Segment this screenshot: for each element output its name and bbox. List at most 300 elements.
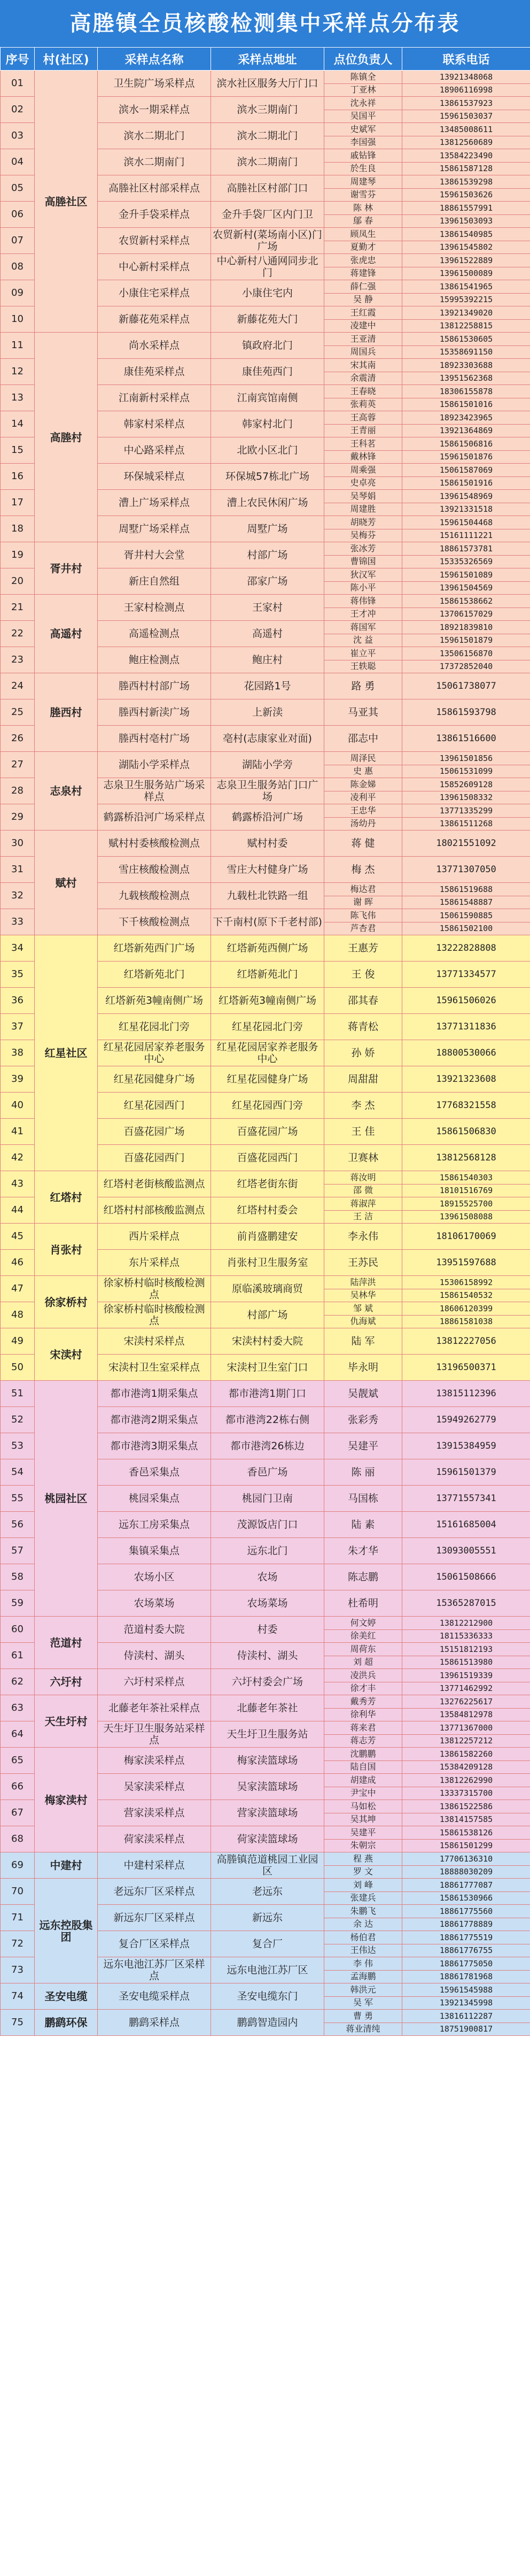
person-in-charge: 王 俊	[324, 962, 402, 988]
person-in-charge: 吴其坤	[324, 1813, 402, 1826]
row-number: 65	[1, 1748, 35, 1774]
phone-number: 15861530966	[402, 1891, 530, 1905]
site-name: 宋渎村卫生室采样点	[98, 1355, 211, 1381]
site-name: 康佳苑采样点	[98, 359, 211, 385]
person-in-charge: 毕永明	[324, 1355, 402, 1381]
phone-number: 15061587069	[402, 464, 530, 477]
table-row	[1, 1983, 530, 1997]
phone-number: 18021551092	[402, 831, 530, 857]
site-address: 吴家渎篮球场	[211, 1774, 324, 1800]
person-in-charge: 陆萍洪	[324, 1276, 402, 1289]
table-row	[1, 1171, 530, 1185]
row-number: 57	[1, 1538, 35, 1564]
site-name: 桃园采集点	[98, 1486, 211, 1512]
person-in-charge: 韩洪元	[324, 1983, 402, 1997]
site-address: 雪庄大村健身广场	[211, 857, 324, 883]
table-row	[1, 71, 530, 84]
row-number: 49	[1, 1328, 35, 1355]
phone-number: 15861506816	[402, 437, 530, 451]
phone-number: 15061508666	[402, 1564, 530, 1590]
phone-number: 13961548969	[402, 490, 530, 503]
phone-number: 15861513980	[402, 1656, 530, 1669]
site-name: 红星花园北门旁	[98, 1014, 211, 1040]
site-name: 侍渎村、湖头	[98, 1643, 211, 1669]
person-in-charge: 凌利平	[324, 791, 402, 804]
row-number: 32	[1, 883, 35, 909]
row-number: 42	[1, 1145, 35, 1171]
phone-number: 15365287015	[402, 1590, 530, 1617]
person-in-charge: 王伟达	[324, 1944, 402, 1957]
phone-number: 13861539298	[402, 175, 530, 189]
person-in-charge: 陈志鹏	[324, 1564, 402, 1590]
phone-number: 13951597688	[402, 1250, 530, 1276]
site-address: 红塔新苑北门	[211, 962, 324, 988]
site-name: 香邑采集点	[98, 1459, 211, 1486]
phone-number: 15306158992	[402, 1276, 530, 1289]
phone-number: 15961501089	[402, 568, 530, 582]
row-number: 23	[1, 647, 35, 673]
row-number: 03	[1, 123, 35, 149]
row-number: 51	[1, 1381, 35, 1407]
table-row	[1, 1748, 530, 1761]
site-name: 红星花园西门	[98, 1093, 211, 1119]
person-in-charge: 吴靓斌	[324, 1381, 402, 1407]
page-title: 高塍镇全员核酸检测集中采样点分布表	[0, 0, 530, 47]
person-in-charge: 陈金娣	[324, 778, 402, 791]
site-address: 复合厂	[211, 1931, 324, 1957]
phone-number: 18861775560	[402, 1905, 530, 1918]
table-row	[1, 1617, 530, 1630]
header-site-name: 采样点名称	[98, 48, 211, 71]
row-number: 21	[1, 595, 35, 621]
site-name: 小康住宅采样点	[98, 280, 211, 306]
person-in-charge: 马如松	[324, 1800, 402, 1813]
phone-number: 15961545988	[402, 1983, 530, 1997]
site-name: 下千核酸检测点	[98, 909, 211, 935]
phone-number: 15861519688	[402, 883, 530, 896]
community-name: 塍西村	[35, 673, 98, 752]
person-in-charge: 戴林锋	[324, 450, 402, 464]
site-name: 远东电池江苏厂区采样点	[98, 1957, 211, 1983]
site-name: 红塔新苑西门广场	[98, 935, 211, 962]
row-number: 44	[1, 1197, 35, 1224]
person-in-charge: 张彩秀	[324, 1407, 402, 1433]
person-in-charge: 罗 文	[324, 1865, 402, 1879]
site-address: 六圩村委会广场	[211, 1669, 324, 1695]
site-name: 范道村委大院	[98, 1617, 211, 1643]
row-number: 62	[1, 1669, 35, 1695]
row-number: 07	[1, 228, 35, 254]
person-in-charge: 狄汉军	[324, 568, 402, 582]
community-name: 赋村	[35, 831, 98, 935]
row-number: 45	[1, 1224, 35, 1250]
person-in-charge: 吴林华	[324, 1289, 402, 1302]
phone-number: 15384209128	[402, 1760, 530, 1774]
person-in-charge: 芦杏君	[324, 922, 402, 935]
phone-number: 13706157029	[402, 608, 530, 621]
site-address: 湖陆小学旁	[211, 752, 324, 778]
site-name: 红塔村老街核酸监测点	[98, 1171, 211, 1197]
site-name: 塍西村村部广场	[98, 673, 211, 699]
row-number: 18	[1, 516, 35, 542]
site-name: 百盛花园广场	[98, 1119, 211, 1145]
site-name: 集镇采集点	[98, 1538, 211, 1564]
phone-number: 13771307050	[402, 857, 530, 883]
site-name: 中心新村采样点	[98, 254, 211, 280]
phone-number: 18923303688	[402, 359, 530, 372]
site-name: 农贸新村采样点	[98, 228, 211, 254]
person-in-charge: 史斌军	[324, 123, 402, 136]
phone-number: 18800530066	[402, 1040, 530, 1066]
person-in-charge: 吴琴娟	[324, 490, 402, 503]
phone-number: 18861557991	[402, 202, 530, 215]
community-name: 肖张村	[35, 1224, 98, 1276]
community-name: 远东控股集团	[35, 1879, 98, 1983]
person-in-charge: 周甜甜	[324, 1066, 402, 1093]
phone-number: 13961519339	[402, 1669, 530, 1682]
header-row	[1, 48, 530, 71]
person-in-charge: 徐利华	[324, 1708, 402, 1721]
phone-number: 13961508088	[402, 1210, 530, 1224]
site-name: 韩家村采样点	[98, 411, 211, 437]
site-address: 小康住宅内	[211, 280, 324, 306]
person-in-charge: 周乘强	[324, 464, 402, 477]
table-row	[1, 831, 530, 857]
phone-number: 18861777087	[402, 1879, 530, 1892]
site-address: 环保城57栋北广场	[211, 464, 324, 490]
site-address: 镇政府北门	[211, 333, 324, 359]
person-in-charge: 何文婷	[324, 1617, 402, 1630]
site-address: 上新渎	[211, 699, 324, 726]
row-number: 06	[1, 202, 35, 228]
phone-number: 13222828808	[402, 935, 530, 962]
phone-number: 13861516600	[402, 726, 530, 752]
person-in-charge: 余震清	[324, 372, 402, 385]
site-address: 红星花园北门旁	[211, 1014, 324, 1040]
phone-number: 13812262990	[402, 1774, 530, 1787]
row-number: 22	[1, 621, 35, 647]
phone-number: 13915384959	[402, 1433, 530, 1459]
phone-number: 13506156870	[402, 647, 530, 660]
site-address: 赋村村委	[211, 831, 324, 857]
site-address: 滨水二期北门	[211, 123, 324, 149]
person-in-charge: 张建兵	[324, 1891, 402, 1905]
site-address: 滨水社区服务大厅门口	[211, 71, 324, 97]
person-in-charge: 陆 军	[324, 1328, 402, 1355]
row-number: 56	[1, 1512, 35, 1538]
person-in-charge: 吴建平	[324, 1826, 402, 1840]
row-number: 08	[1, 254, 35, 280]
phone-number: 13816112287	[402, 2010, 530, 2023]
table-row	[1, 1852, 530, 1866]
community-name: 高遥村	[35, 595, 98, 673]
site-name: 雪庄核酸检测点	[98, 857, 211, 883]
person-in-charge: 马国栋	[324, 1486, 402, 1512]
row-number: 25	[1, 699, 35, 726]
site-name: 漕上广场采样点	[98, 490, 211, 516]
row-number: 63	[1, 1695, 35, 1721]
site-name: 都市港湾1期采集点	[98, 1381, 211, 1407]
person-in-charge: 王苏民	[324, 1250, 402, 1276]
site-name: 营家渎采样点	[98, 1800, 211, 1826]
row-number: 31	[1, 857, 35, 883]
phone-number: 18915525700	[402, 1197, 530, 1211]
phone-number: 13771335299	[402, 804, 530, 818]
person-in-charge: 陆自国	[324, 1760, 402, 1774]
site-address: 老远东	[211, 1879, 324, 1905]
person-in-charge: 陈飞伟	[324, 909, 402, 922]
community-name: 中建村	[35, 1852, 98, 1879]
community-name: 范道村	[35, 1617, 98, 1669]
person-in-charge: 张冰芳	[324, 542, 402, 556]
site-name: 滨水二期南门	[98, 149, 211, 175]
person-in-charge: 胡建成	[324, 1774, 402, 1787]
phone-number: 13276225617	[402, 1695, 530, 1709]
site-address: 都市港湾26栋边	[211, 1433, 324, 1459]
site-address: 百盛花园西门	[211, 1145, 324, 1171]
phone-number: 13812227056	[402, 1328, 530, 1355]
row-number: 41	[1, 1119, 35, 1145]
phone-number: 13961508332	[402, 791, 530, 804]
site-address: 侍渎村、湖头	[211, 1643, 324, 1669]
person-in-charge: 王春晓	[324, 385, 402, 398]
site-address: 梅家渎篮球场	[211, 1748, 324, 1774]
row-number: 64	[1, 1721, 35, 1748]
row-number: 37	[1, 1014, 35, 1040]
phone-number: 18888030209	[402, 1865, 530, 1879]
person-in-charge: 蒋 健	[324, 831, 402, 857]
person-in-charge: 沈永祥	[324, 97, 402, 110]
site-name: 百盛花园西门	[98, 1145, 211, 1171]
site-address: 农场	[211, 1564, 324, 1590]
table-row	[1, 595, 530, 608]
phone-number: 13771367000	[402, 1721, 530, 1735]
person-in-charge: 於生良	[324, 162, 402, 175]
site-address: 高遥村	[211, 621, 324, 647]
table-body	[1, 71, 530, 2036]
person-in-charge: 丁亚林	[324, 83, 402, 97]
row-number: 72	[1, 1931, 35, 1957]
site-address: 肖张村卫生服务室	[211, 1250, 324, 1276]
person-in-charge: 程 燕	[324, 1852, 402, 1866]
phone-number: 18861778889	[402, 1918, 530, 1931]
phone-number: 15961503037	[402, 110, 530, 123]
phone-number: 15961506026	[402, 988, 530, 1014]
phone-number: 15061531099	[402, 765, 530, 778]
person-in-charge: 蒋业清纯	[324, 2023, 402, 2036]
row-number: 19	[1, 542, 35, 568]
site-address: 红塔村村委会	[211, 1197, 324, 1224]
person-in-charge: 蒋志芳	[324, 1734, 402, 1748]
site-name: 农场菜场	[98, 1590, 211, 1617]
person-in-charge: 戴秀芳	[324, 1695, 402, 1709]
phone-number: 18101516769	[402, 1184, 530, 1197]
person-in-charge: 蒋汝明	[324, 1171, 402, 1185]
site-name: 梅家渎采样点	[98, 1748, 211, 1774]
phone-number: 13921349020	[402, 306, 530, 320]
community-name: 高塍村	[35, 333, 98, 542]
person-in-charge: 蒋建锋	[324, 267, 402, 280]
site-address: 新藤花苑大门	[211, 306, 324, 333]
person-in-charge: 卫赛林	[324, 1145, 402, 1171]
person-in-charge: 周荷东	[324, 1643, 402, 1656]
person-in-charge: 王高蓉	[324, 411, 402, 425]
row-number: 10	[1, 306, 35, 333]
phone-number: 13961545802	[402, 241, 530, 254]
person-in-charge: 邹 斌	[324, 1302, 402, 1316]
phone-number: 13861537923	[402, 97, 530, 110]
community-name: 六圩村	[35, 1669, 98, 1695]
site-name: 高塍社区村部采样点	[98, 175, 211, 202]
phone-number: 13196500371	[402, 1355, 530, 1381]
site-address: 新远东	[211, 1905, 324, 1931]
person-in-charge: 朱朝宗	[324, 1839, 402, 1852]
row-number: 67	[1, 1800, 35, 1826]
site-name: 农场小区	[98, 1564, 211, 1590]
phone-number: 15151812193	[402, 1643, 530, 1656]
table-row	[1, 752, 530, 765]
person-in-charge: 李国强	[324, 136, 402, 149]
row-number: 34	[1, 935, 35, 962]
phone-number: 17768321558	[402, 1093, 530, 1119]
person-in-charge: 徐才丰	[324, 1682, 402, 1695]
person-in-charge: 杜希明	[324, 1590, 402, 1617]
person-in-charge: 蒋淑萍	[324, 1197, 402, 1211]
phone-number: 18921839810	[402, 621, 530, 634]
phone-number: 13815112396	[402, 1381, 530, 1407]
site-address: 前肖盛鹏建安	[211, 1224, 324, 1250]
phone-number: 13921364869	[402, 424, 530, 437]
row-number: 39	[1, 1066, 35, 1093]
site-name: 金升手袋采样点	[98, 202, 211, 228]
person-in-charge: 宋其南	[324, 359, 402, 372]
person-in-charge: 梅达君	[324, 883, 402, 896]
row-number: 66	[1, 1774, 35, 1800]
site-name: 宋渎村采样点	[98, 1328, 211, 1355]
phone-number: 18861775050	[402, 1957, 530, 1971]
site-address: 桃园门卫南	[211, 1486, 324, 1512]
phone-number: 15861530605	[402, 333, 530, 346]
site-address: 红星花园健身广场	[211, 1066, 324, 1093]
site-address: 农贸新村(菜场南小区)门广场	[211, 228, 324, 254]
phone-number: 15961501379	[402, 1459, 530, 1486]
person-in-charge: 孟海鹏	[324, 1970, 402, 1983]
row-number: 70	[1, 1879, 35, 1905]
table-row	[1, 1695, 530, 1709]
community-name: 圣安电缆	[35, 1983, 98, 2010]
person-in-charge: 张莉英	[324, 398, 402, 411]
site-name: 天生圩卫生服务站采样点	[98, 1721, 211, 1748]
site-name: 圣安电缆采样点	[98, 1983, 211, 2010]
row-number: 09	[1, 280, 35, 306]
person-in-charge: 尹宝中	[324, 1787, 402, 1800]
phone-number: 13961503093	[402, 214, 530, 228]
site-address: 荷家渎篮球场	[211, 1826, 324, 1852]
phone-number: 15861548887	[402, 896, 530, 909]
person-in-charge: 孙 娇	[324, 1040, 402, 1066]
person-in-charge: 邵志中	[324, 726, 402, 752]
phone-number: 15861502100	[402, 922, 530, 935]
row-number: 74	[1, 1983, 35, 2010]
site-name: 江南新村采样点	[98, 385, 211, 411]
site-address: 邵家广场	[211, 568, 324, 595]
row-number: 24	[1, 673, 35, 699]
person-in-charge: 吴国平	[324, 110, 402, 123]
phone-number: 15061738077	[402, 673, 530, 699]
site-address: 圣安电缆东门	[211, 1983, 324, 2010]
row-number: 20	[1, 568, 35, 595]
person-in-charge: 崔立平	[324, 647, 402, 660]
phone-number: 15358691150	[402, 345, 530, 359]
phone-number: 13771334577	[402, 962, 530, 988]
site-name: 远东工房采集点	[98, 1512, 211, 1538]
site-name: 红塔新苑3幢南侧广场	[98, 988, 211, 1014]
site-name: 湖陆小学采样点	[98, 752, 211, 778]
site-name: 滨水二期北门	[98, 123, 211, 149]
site-address: 宋渎村村委大院	[211, 1328, 324, 1355]
person-in-charge: 王亚清	[324, 333, 402, 346]
phone-number: 15861538126	[402, 1826, 530, 1840]
phone-number: 13812212900	[402, 1617, 530, 1630]
person-in-charge: 周建胜	[324, 503, 402, 516]
site-address: 村部广场	[211, 1302, 324, 1328]
person-in-charge: 蒋青松	[324, 1014, 402, 1040]
person-in-charge: 戚钻锋	[324, 149, 402, 163]
row-number: 61	[1, 1643, 35, 1669]
person-in-charge: 陈镇全	[324, 71, 402, 84]
site-name: 王家村检测点	[98, 595, 211, 621]
phone-number: 13961504569	[402, 581, 530, 595]
site-name: 红星花园居家养老服务中心	[98, 1040, 211, 1066]
row-number: 12	[1, 359, 35, 385]
phone-number: 13771462992	[402, 1682, 530, 1695]
person-in-charge: 朱鹏飞	[324, 1905, 402, 1918]
row-number: 02	[1, 97, 35, 123]
site-name: 鲍庄检测点	[98, 647, 211, 673]
phone-number: 18115336333	[402, 1629, 530, 1643]
phone-number: 13812258815	[402, 319, 530, 333]
phone-number: 13961500089	[402, 267, 530, 280]
person-in-charge: 王 佳	[324, 1119, 402, 1145]
phone-number: 15335326569	[402, 555, 530, 568]
site-name: 荷家渎采样点	[98, 1826, 211, 1852]
phone-number: 18923423965	[402, 411, 530, 425]
phone-number: 18106170069	[402, 1224, 530, 1250]
community-name: 志泉村	[35, 752, 98, 831]
phone-number: 17372852040	[402, 660, 530, 673]
person-in-charge: 鄔 春	[324, 214, 402, 228]
phone-number: 15995392215	[402, 293, 530, 306]
person-in-charge: 谢 晖	[324, 896, 402, 909]
phone-number: 13771557341	[402, 1486, 530, 1512]
site-address: 营家渎篮球场	[211, 1800, 324, 1826]
community-name: 高塍社区	[35, 71, 98, 333]
site-name: 东片采样点	[98, 1250, 211, 1276]
phone-number: 18861775519	[402, 1931, 530, 1944]
site-address: 高塍社区村部门口	[211, 175, 324, 202]
site-address: 江南宾馆南侧	[211, 385, 324, 411]
phone-number: 13861522586	[402, 1800, 530, 1813]
sampling-points-table	[0, 47, 530, 2036]
phone-number: 15961503626	[402, 188, 530, 202]
site-address: 天生圩卫生服务站	[211, 1721, 324, 1748]
person-in-charge: 曹锦国	[324, 555, 402, 568]
row-number: 43	[1, 1171, 35, 1197]
site-name: 鹤露桥沿河广场采样点	[98, 804, 211, 831]
person-in-charge: 陈 林	[324, 202, 402, 215]
site-name: 高遥检测点	[98, 621, 211, 647]
row-number: 50	[1, 1355, 35, 1381]
